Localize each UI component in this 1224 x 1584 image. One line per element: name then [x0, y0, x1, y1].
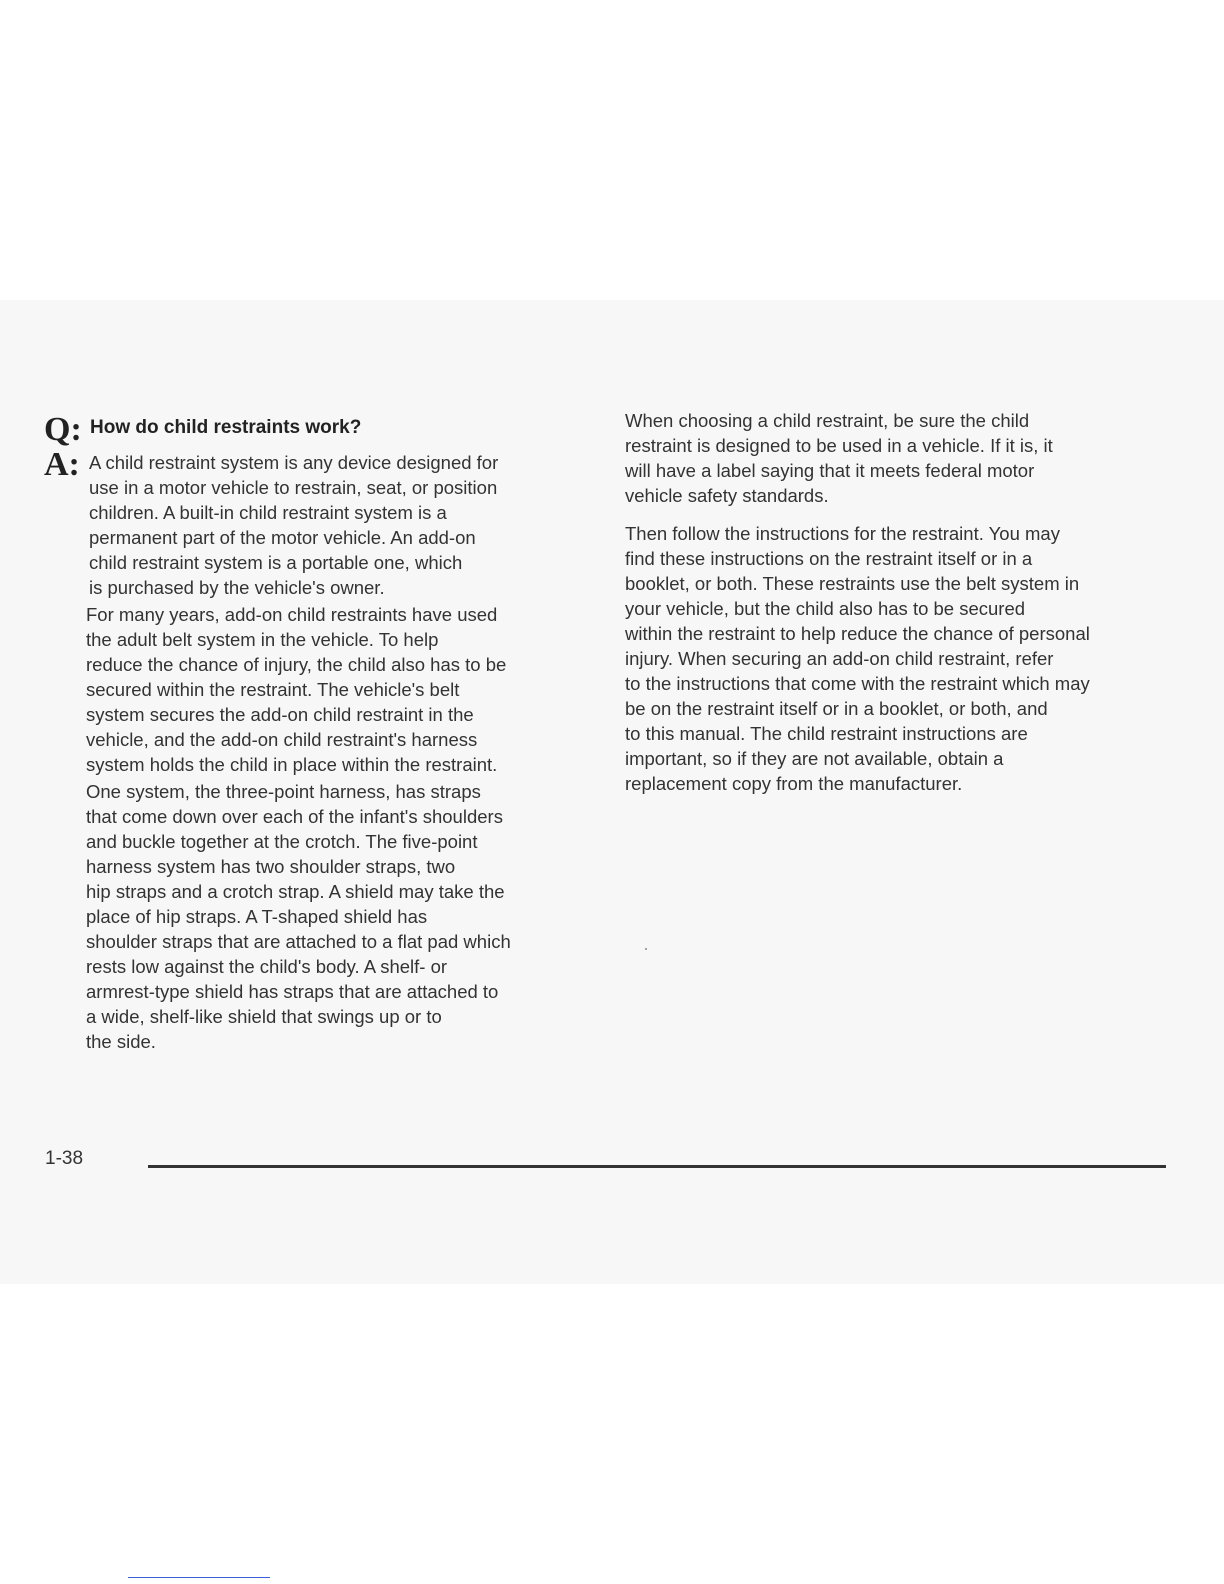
- paragraph-line: to the instructions that come with the restraint which may: [625, 673, 1090, 694]
- paragraph-line: a wide, shelf-like shield that swings up or to: [86, 1006, 442, 1027]
- paragraph-line: injury. When securing an add-on child restraint, refer: [625, 648, 1054, 669]
- answer-line: child restraint system is a portable one, which: [89, 552, 463, 573]
- paragraph-line: system holds the child in place within the restraint.: [86, 754, 498, 775]
- paragraph-line: shoulder straps that are attached to a flat pad which: [86, 931, 511, 952]
- paragraph-line: secured within the restraint. The vehicle's belt: [86, 679, 460, 700]
- paragraph-line: that come down over each of the infant's shoulders: [86, 806, 503, 827]
- paragraph-line: vehicle safety standards.: [625, 485, 829, 506]
- paragraph-line: reduce the chance of injury, the child also has to be: [86, 654, 507, 675]
- paragraph-line: One system, the three-point harness, has straps: [86, 781, 481, 802]
- paragraph-line: For many years, add-on child restraints have used: [86, 604, 498, 625]
- question-heading: How do child restraints work?: [90, 417, 362, 438]
- paragraph-line: the adult belt system in the vehicle. To help: [86, 629, 439, 650]
- paragraph-line: the side.: [86, 1031, 156, 1052]
- answer-line: use in a motor vehicle to restrain, seat, or position: [89, 477, 498, 498]
- answer-line: A child restraint system is any device designed for: [89, 452, 499, 473]
- bottom-link-underline: [128, 1577, 270, 1578]
- paragraph-line: hip straps and a crotch strap. A shield may take the: [86, 881, 505, 902]
- question-marker: Q:: [44, 411, 82, 448]
- footer-rule: [148, 1165, 1166, 1168]
- paragraph-line: place of hip straps. A T-shaped shield has: [86, 906, 428, 927]
- page-number: 1-38: [45, 1148, 84, 1169]
- paragraph-line: Then follow the instructions for the restraint. You may: [625, 523, 1060, 544]
- paragraph-line: booklet, or both. These restraints use the belt system in: [625, 573, 1080, 594]
- scan-speck: [645, 948, 647, 950]
- answer-marker: A:: [44, 446, 80, 483]
- paragraph-line: and buckle together at the crotch. The five-point: [86, 831, 478, 852]
- answer-line: is purchased by the vehicle's owner.: [89, 577, 385, 598]
- paragraph-line: important, so if they are not available, obtain a: [625, 748, 1004, 769]
- paragraph-line: restraint is designed to be used in a vehicle. If it is, it: [625, 435, 1053, 456]
- paragraph-line: rests low against the child's body. A shelf- or: [86, 956, 448, 977]
- paragraph-line: vehicle, and the add-on child restraint's harness: [86, 729, 478, 750]
- paragraph-line: be on the restraint itself or in a booklet, or both, and: [625, 698, 1048, 719]
- paragraph-line: replacement copy from the manufacturer.: [625, 773, 963, 794]
- paragraph-line: system secures the add-on child restraint in the: [86, 704, 474, 725]
- paragraph-line: armrest-type shield has straps that are attached to: [86, 981, 499, 1002]
- paragraph-line: within the restraint to help reduce the chance of personal: [625, 623, 1090, 644]
- paragraph-line: harness system has two shoulder straps, two: [86, 856, 456, 877]
- paragraph-line: to this manual. The child restraint instructions are: [625, 723, 1028, 744]
- paragraph-line: find these instructions on the restraint itself or in a: [625, 548, 1033, 569]
- answer-line: children. A built-in child restraint system is a: [89, 502, 447, 523]
- paragraph-line: your vehicle, but the child also has to be secured: [625, 598, 1026, 619]
- answer-line: permanent part of the motor vehicle. An add-on: [89, 527, 476, 548]
- paragraph-line: will have a label saying that it meets federal motor: [625, 460, 1035, 481]
- paragraph-line: When choosing a child restraint, be sure the child: [625, 410, 1030, 431]
